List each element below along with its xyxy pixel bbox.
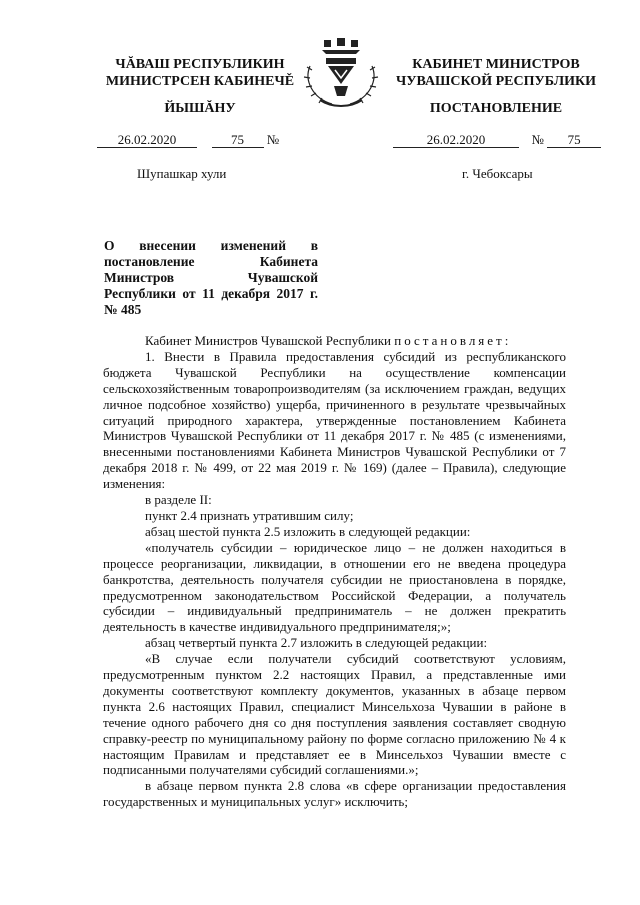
- date-right: 26.02.2020: [393, 132, 519, 148]
- body-paragraph: «В случае если получатели субсидий соответствуют условиям, предусмотренным пунктом 2.2 настоящих Правил, а представленные ими документы соответствуют комплекту документов, указанных в абзаце первом пункта 2.6 настоящих Правил, специалист Минсельхоза Чувашии в районе в течение одного рабочего дня со дня поступления заявления составляет сводную справку-реестр по муниципальному району по форме согласно приложению № 4 к настоящим Правилам и представляет ее в Минсельхоз Чувашии вместе с подписанными получателями субсидий соглашениями.»;: [103, 651, 566, 778]
- body-paragraph: 1. Внести в Правила предоставления субсидий из республиканского бюджета Чувашской Республики на осуществление компенсации сельскохозяйственным товаропроизводителям (за исключением граждан, ведущих личное подсобное хозяйство) ущерба, причиненного в результате чрезвычайных ситуаций природного характера, утвержденные постановлением Кабинета Министров Чувашской Республики от 11 декабря 2017 г. № 485 (с изменениями, внесенными постановлениями Кабинета Министров Чувашской Республики от 7 декабря 2018 г. № 499, от 22 мая 2019 г. № 169) (далее – Правила), следующие изменения:: [103, 348, 566, 492]
- body-paragraph: абзац четвертый пункта 2.7 изложить в следующей редакции:: [145, 635, 488, 651]
- number-sign-right: №: [531, 132, 544, 147]
- number-sign-left: №: [266, 132, 280, 147]
- intro-decree-word: постановляет:: [394, 333, 512, 348]
- issuer-chuvash-line2: МИНИСТРСЕН КАБИНЕЧĚ: [105, 74, 295, 89]
- chuvash-republic-emblem-icon: [302, 36, 380, 110]
- issuer-chuvash-name: [95, 56, 305, 90]
- number-right: 75: [547, 132, 601, 148]
- city-chuvash: Шупашкар хули: [137, 166, 227, 181]
- registration-right: [393, 132, 601, 148]
- body-paragraph: «получатель субсидии – юридическое лицо – не должен находиться в процессе реорганизации, ликвидации, в отношении его не введена процедура банкротства, деятельность получателя субсидии не приостановлена в порядке, предусмотренном законодательством Российской Федерации, а получатель субсидии – индивидуальный предприниматель – не должен прекратить деятельность в качестве индивидуального предпринимателя;»;: [103, 539, 566, 635]
- number-left: 75: [212, 132, 264, 148]
- document-body: [103, 333, 566, 810]
- body-paragraph: в разделе II:: [145, 492, 212, 508]
- doc-type-russian: ПОСТАНОВЛЕНИЕ: [429, 101, 563, 116]
- issuer-chuvash-line1: ЧĂВАШ РЕСПУБЛИКИН: [115, 57, 285, 72]
- issuer-russian-name: [386, 56, 606, 90]
- body-paragraph: пункт 2.4 признать утратившим силу;: [145, 507, 354, 523]
- intro-text: Кабинет Министров Чувашской Республики: [145, 333, 395, 348]
- city-russian: г. Чебоксары: [462, 166, 533, 181]
- intro-paragraph: [103, 333, 566, 349]
- date-left: 26.02.2020: [97, 132, 197, 148]
- body-paragraph: в абзаце первом пункта 2.8 слова «в сфере организации предоставления государственных и муниципальных услуг» исключить;: [103, 778, 566, 810]
- issuer-russian-line2: ЧУВАШСКОЙ РЕСПУБЛИКИ: [395, 74, 597, 89]
- issuer-russian-line1: КАБИНЕТ МИНИСТРОВ: [412, 57, 580, 72]
- registration-left: [97, 132, 279, 148]
- body-paragraph: абзац шестой пункта 2.5 изложить в следующей редакции:: [145, 523, 471, 539]
- document-title: О внесении изменений в постановление Кабинета Министров Чувашской Республики от 11 декабря 2017 г. № 485: [104, 238, 318, 317]
- doc-type-chuvash: ЙЫШĂНУ: [164, 101, 236, 116]
